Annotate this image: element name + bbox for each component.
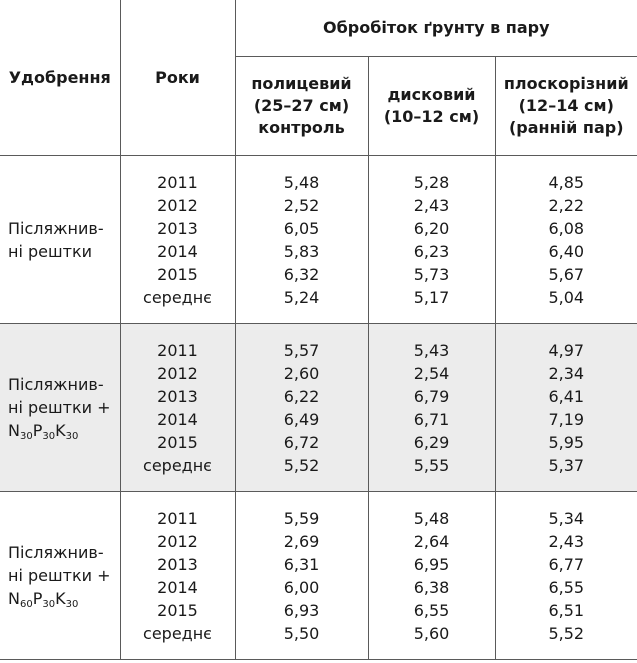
value: 5,73	[413, 264, 450, 284]
year-label: середнє	[143, 455, 212, 475]
value: 6,05	[283, 218, 320, 238]
value: 6,00	[283, 577, 320, 597]
values-disc	[368, 492, 495, 660]
fertilizer-npk: $N_{30}P_{30}K_{30}$	[8, 421, 79, 442]
values-disc	[368, 156, 495, 324]
year-label: 2013	[157, 554, 198, 574]
year-label: 2011	[157, 172, 198, 192]
group-block-3	[0, 492, 637, 660]
value: 6,79	[413, 386, 450, 406]
value: 5,95	[548, 432, 585, 452]
value: 2,54	[413, 363, 450, 383]
header-fertilizer: Удобрення	[0, 0, 120, 156]
header-col-flat-cut	[495, 57, 637, 156]
value: 2,60	[283, 363, 320, 383]
header-col-b-line2: (10–12 см)	[383, 107, 480, 126]
value: 2,43	[413, 195, 450, 215]
value: 5,04	[548, 287, 585, 307]
table-row	[0, 156, 637, 324]
fertilizer-cell	[0, 324, 120, 492]
value: 2,64	[413, 531, 450, 551]
fertilizer-line2: ні рештки	[8, 241, 93, 261]
value: 5,17	[413, 287, 450, 307]
group-block-1	[0, 156, 637, 324]
header-col-b-line1: дисковий	[387, 85, 476, 104]
header-col-c-line1: плоскорізний	[503, 74, 629, 93]
values-flat-cut	[495, 492, 637, 660]
value: 6,49	[283, 409, 320, 429]
values-flat-cut	[495, 156, 637, 324]
value: 5,43	[413, 340, 450, 360]
values-moldboard	[235, 492, 368, 660]
year-label: 2015	[157, 432, 198, 452]
value: 5,59	[283, 508, 320, 528]
value: 6,51	[548, 600, 585, 620]
fertilizer-line1: Післяжнив-	[8, 543, 104, 562]
value: 6,72	[283, 432, 320, 452]
group-block-2	[0, 324, 637, 492]
year-label: 2013	[157, 218, 198, 238]
fertilizer-line1: Післяжнив-	[8, 375, 104, 394]
header-col-c-line2: (12–14 см)	[518, 96, 614, 115]
year-label: 2012	[157, 531, 198, 551]
fertilizer-line2: ні рештки +	[8, 398, 111, 417]
value: 6,38	[413, 577, 450, 597]
value: 5,50	[283, 623, 320, 643]
header-years: Роки	[120, 0, 235, 156]
value: 6,31	[283, 554, 320, 574]
value: 5,83	[283, 241, 320, 261]
values-moldboard	[235, 156, 368, 324]
value: 5,57	[283, 340, 320, 360]
value: 5,67	[548, 264, 585, 284]
year-label: 2015	[157, 264, 198, 284]
value: 5,24	[283, 287, 320, 307]
value: 4,97	[548, 340, 585, 360]
year-label: 2013	[157, 386, 198, 406]
value: 4,85	[548, 172, 585, 192]
years-cell	[120, 156, 235, 324]
year-label: 2011	[157, 508, 198, 528]
year-label: 2015	[157, 600, 198, 620]
value: 6,55	[413, 600, 450, 620]
header-col-a-line3: контроль	[258, 118, 345, 137]
year-label: 2012	[157, 195, 198, 215]
value: 6,77	[548, 554, 585, 574]
year-label: 2014	[157, 409, 198, 429]
value: 2,52	[283, 195, 320, 215]
years-cell	[120, 492, 235, 660]
value: 5,52	[548, 623, 585, 643]
value: 5,48	[413, 508, 450, 528]
fertilizer-npk: $N_{60}P_{30}K_{30}$	[8, 589, 79, 610]
year-label: 2014	[157, 577, 198, 597]
year-label: 2012	[157, 363, 198, 383]
value: 7,19	[548, 409, 585, 429]
year-label: 2011	[157, 340, 198, 360]
value: 6,93	[283, 600, 320, 620]
header-tillage-group: Обробіток ґрунту в пару	[235, 0, 637, 57]
value: 5,37	[548, 455, 585, 475]
value: 6,29	[413, 432, 450, 452]
header-col-a-line2: (25–27 см)	[253, 96, 350, 115]
value: 5,52	[283, 455, 320, 475]
fertilizer-line1: Післяжнив-	[8, 218, 104, 238]
value: 5,34	[548, 508, 585, 528]
value: 2,69	[283, 531, 320, 551]
value: 2,22	[548, 195, 585, 215]
value: 6,20	[413, 218, 450, 238]
year-label: 2014	[157, 241, 198, 261]
year-label: середнє	[143, 623, 212, 643]
value: 6,08	[548, 218, 585, 238]
value: 6,23	[413, 241, 450, 261]
value: 6,41	[548, 386, 585, 406]
values-moldboard	[235, 324, 368, 492]
header-col-c-line3: (ранній пар)	[508, 118, 624, 137]
fertilizer-cell	[0, 492, 120, 660]
value: 6,55	[548, 577, 585, 597]
value: 6,95	[413, 554, 450, 574]
header-col-a-line1: полицевий	[251, 74, 352, 93]
value: 5,48	[283, 172, 320, 192]
values-disc	[368, 324, 495, 492]
table-row	[0, 324, 637, 492]
value: 6,22	[283, 386, 320, 406]
value: 2,43	[548, 531, 585, 551]
value: 6,32	[283, 264, 320, 284]
fertilizer-cell	[0, 156, 120, 324]
value: 5,55	[413, 455, 450, 475]
header-col-disc	[368, 57, 495, 156]
fertilizer-line2: ні рештки +	[8, 566, 111, 585]
header-col-moldboard	[235, 57, 368, 156]
value: 5,60	[413, 623, 450, 643]
values-flat-cut	[495, 324, 637, 492]
year-label: середнє	[143, 287, 212, 307]
value: 5,28	[413, 172, 450, 192]
years-cell	[120, 324, 235, 492]
value: 6,40	[548, 241, 585, 261]
value: 2,34	[548, 363, 585, 383]
table-row	[0, 492, 637, 660]
value: 6,71	[413, 409, 450, 429]
